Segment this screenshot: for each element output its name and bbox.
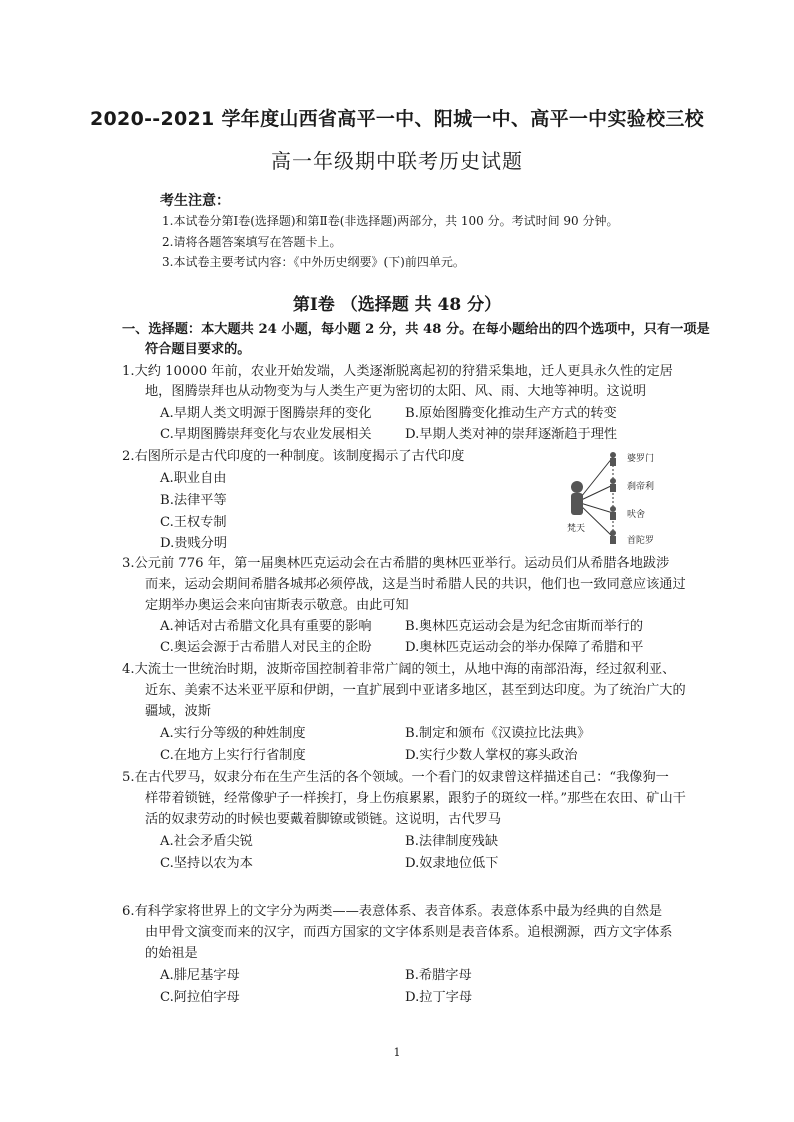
question-4-option-c[interactable]: C.在地方上实行行省制度 xyxy=(160,748,306,763)
paper-title-line1: 2020--2021 学年度山西省高平一中、阳城一中、高平一中实验校三校 xyxy=(90,108,704,130)
caste-label-shudra: 首陀罗 xyxy=(627,536,655,546)
question-3-option-d[interactable]: D.奥林匹克运动会的举办保障了希腊和平 xyxy=(405,640,644,655)
question-6-option-a[interactable]: A.腓尼基字母 xyxy=(160,968,240,983)
question-3-option-b[interactable]: B.奥林匹克运动会是为纪念宙斯而举行的 xyxy=(405,619,644,634)
question-3-stem: 而来，运动会期间希腊各城邦必须停战，这是当时希腊人民的共识，他们也一致同意应该通过 xyxy=(145,577,686,592)
question-4-stem: 疆域，波斯 xyxy=(145,704,211,719)
question-6-option-b[interactable]: B.希腊字母 xyxy=(405,968,472,983)
question-6-option-c[interactable]: C.阿拉伯字母 xyxy=(160,990,240,1005)
section-title: 第Ⅰ卷 （选择题 共 48 分） xyxy=(292,295,502,315)
question-6-option-d[interactable]: D.拉丁字母 xyxy=(405,990,473,1005)
question-5-stem: 5.在古代罗马，奴隶分布在生产生活的各个领域。一个看门的奴隶曾这样描述自己：“我像狗一 xyxy=(122,770,669,785)
question-1-option-c[interactable]: C.早期图腾崇拜变化与农业发展相关 xyxy=(160,427,372,442)
question-2-option-b[interactable]: B.法律平等 xyxy=(160,493,227,508)
question-5-stem: 活的奴隶劳动的时候也要戴着脚镣或锁链。这说明，古代罗马 xyxy=(145,812,502,827)
question-3-option-a[interactable]: A.神话对古希腊文化具有重要的影响 xyxy=(160,619,372,634)
question-1-stem: 地，图腾崇拜也从动物变为与人类生产更为密切的太阳、风、雨、大地等神明。这说明 xyxy=(145,384,647,399)
caste-label-brahmin: 婆罗门 xyxy=(627,454,655,464)
question-5-stem: 样带着锁链，经常像驴子一样挨打，身上伤痕累累，跟豹子的斑纹一样。”那些在农田、矿山干 xyxy=(145,791,686,806)
question-3-stem: 3.公元前 776 年，第一届奥林匹克运动会在古希腊的奥林匹亚举行。运动员们从希腊各地跋涉 xyxy=(122,556,670,571)
caste-label-vaishya: 吠舍 xyxy=(627,510,646,520)
notice-heading: 考生注意： xyxy=(160,193,230,209)
caste-label-brahma: 梵天 xyxy=(567,524,586,534)
section-instruction: 符合题目要求的。 xyxy=(145,342,251,357)
notice-item: 3.本试卷主要考试内容：《中外历史纲要》(下)前四单元。 xyxy=(162,255,465,269)
question-6-stem: 6.有科学家将世界上的文字分为两类——表意体系、表音体系。表意体系中最为经典的自然是 xyxy=(122,904,663,919)
question-2-option-d[interactable]: D.贵贱分明 xyxy=(160,536,228,551)
question-4-option-a[interactable]: A.实行分等级的种姓制度 xyxy=(160,726,306,741)
question-3-option-c[interactable]: C.奥运会源于古希腊人对民主的企盼 xyxy=(160,640,372,655)
notice-item: 2.请将各题答案填写在答题卡上。 xyxy=(162,235,342,249)
question-5-option-b[interactable]: B.法律制度残缺 xyxy=(405,834,499,849)
question-1-stem: 1.大约 10000 年前，农业开始发端，人类逐渐脱离起初的狩猎采集地，迁人更具永久性的定居 xyxy=(122,364,673,379)
question-3-stem: 定期举办奥运会来向宙斯表示敬意。由此可知 xyxy=(145,598,409,613)
question-4-option-d[interactable]: D.实行少数人掌权的寡头政治 xyxy=(405,748,578,763)
question-5-option-a[interactable]: A.社会矛盾尖锐 xyxy=(160,834,253,849)
question-4-stem: 4.大流士一世统治时期，波斯帝国控制着非常广阔的领土，从地中海的南部沿海，经过叙利亚、 xyxy=(122,662,676,677)
paper-title-line2: 高一年级期中联考历史试题 xyxy=(271,149,523,173)
question-2-option-a[interactable]: A.职业自由 xyxy=(160,471,227,486)
page-number: 1 xyxy=(393,1046,401,1059)
question-4-stem: 近东、美索不达米亚平原和伊朗，一直扩展到中亚诸多地区，甚至到达印度。为了统治广大的 xyxy=(145,683,686,698)
question-5-option-c[interactable]: C.坚持以农为本 xyxy=(160,856,253,871)
question-2-option-c[interactable]: C.王权专制 xyxy=(160,515,227,530)
question-1-option-a[interactable]: A.早期人类文明源于图腾崇拜的变化 xyxy=(160,406,372,421)
question-6-stem: 由甲骨文演变而来的汉字，而西方国家的文字体系则是表音体系。追根溯源，西方文字体系 xyxy=(145,925,673,940)
question-2-stem: 2.右图所示是古代印度的一种制度。该制度揭示了古代印度 xyxy=(122,449,465,464)
question-1-option-b[interactable]: B.原始图腾变化推动生产方式的转变 xyxy=(405,406,617,421)
question-5-option-d[interactable]: D.奴隶地位低下 xyxy=(405,856,499,871)
notice-item: 1.本试卷分第Ⅰ卷(选择题)和第Ⅱ卷(非选择题)两部分，共 100 分。考试时间 90 分钟。 xyxy=(162,214,619,228)
question-4-option-b[interactable]: B.制定和颁布《汉谟拉比法典》 xyxy=(405,726,591,741)
caste-label-kshatriya: 刹帝利 xyxy=(627,482,655,492)
section-instruction: 一、选择题：本大题共 24 小题，每小题 2 分，共 48 分。在每小题给出的四个选项中，只有一项是 xyxy=(122,322,710,337)
question-1-option-d[interactable]: D.早期人类对神的崇拜逐渐趋于理性 xyxy=(405,427,618,442)
caste-system-figure xyxy=(555,447,667,547)
question-6-stem: 的始祖是 xyxy=(145,946,198,961)
